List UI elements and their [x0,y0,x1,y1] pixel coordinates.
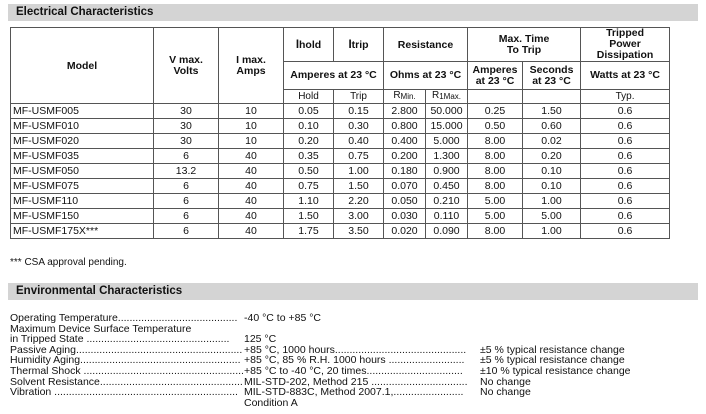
value-cell: 0.02 [523,134,581,149]
value-cell: 0.6 [581,149,670,164]
value-cell: 0.6 [581,194,670,209]
model-cell: MF-USMF075 [11,179,154,194]
table-row [11,179,670,194]
environmental-value: MIL-STD-202, Method 215 ................................. [244,375,468,388]
value-cell: 0.20 [284,134,334,149]
value-cell: 1.10 [284,194,334,209]
value-cell: 10 [219,134,284,149]
electrical-characteristics-table [10,27,670,239]
table-row [11,209,670,224]
value-cell: 0.200 [384,149,426,164]
model-cell: MF-USMF150 [11,209,154,224]
value-cell: 0.50 [468,119,523,134]
environmental-characteristics-heading: Environmental Characteristics [8,283,698,300]
environmental-note: ±5 % typical resistance change [480,343,625,356]
value-cell: 0.50 [284,164,334,179]
model-cell: MF-USMF005 [11,104,154,119]
model-cell: MF-USMF175X*** [11,224,154,239]
header-seconds-at-23: Seconds at 23 °C [523,62,581,90]
value-cell: 8.00 [468,134,523,149]
value-cell: 0.090 [426,224,468,239]
value-cell: 40 [219,194,284,209]
value-cell: 0.400 [384,134,426,149]
header-r1max: R1Max. [426,90,468,104]
environmental-label: Maximum Device Surface Temperature [10,322,192,335]
value-cell: 6 [154,149,219,164]
table-row [11,134,670,149]
value-cell: 0.6 [581,209,670,224]
table-row [11,164,670,179]
value-cell: 0.05 [284,104,334,119]
header-trip: Trip [334,90,384,104]
value-cell: 13.2 [154,164,219,179]
environmental-label: Passive Aging......................................................... [10,343,243,356]
environmental-value: +85 °C to -40 °C, 20 times................................. [244,364,463,377]
environmental-label: Operating Temperature......................................... [10,312,238,324]
value-cell: 50.000 [426,104,468,119]
environmental-row [10,398,700,409]
value-cell: 8.00 [468,164,523,179]
value-cell: 0.35 [284,149,334,164]
value-cell: 6 [154,179,219,194]
header-ohms-at-23: Ohms at 23 °C [384,62,468,90]
value-cell: 0.800 [384,119,426,134]
value-cell: 0.070 [384,179,426,194]
value-cell: 1.00 [523,224,581,239]
value-cell: 2.20 [334,194,384,209]
value-cell: 8.00 [468,179,523,194]
value-cell: 3.50 [334,224,384,239]
header-amperes-at-23: Amperes at 23 °C [284,62,384,90]
value-cell: 1.00 [523,194,581,209]
environmental-row [10,313,700,324]
header-amperes-at-23-time: Amperes at 23 °C [468,62,523,90]
header-blank-seconds [523,90,581,104]
value-cell: 0.75 [334,149,384,164]
model-cell: MF-USMF110 [11,194,154,209]
model-cell: MF-USMF035 [11,149,154,164]
environmental-value: 125 °C [244,333,277,346]
value-cell: 0.450 [426,179,468,194]
value-cell: 2.800 [384,104,426,119]
environmental-row [10,366,700,377]
value-cell: 30 [154,119,219,134]
header-typ: Typ. [581,90,670,104]
environmental-label: Humidity Aging....................................................... [10,354,241,367]
value-cell: 5.00 [523,209,581,224]
value-cell: 40 [219,209,284,224]
value-cell: 0.6 [581,104,670,119]
value-cell: 1.00 [334,164,384,179]
value-cell: 0.110 [426,209,468,224]
value-cell: 0.10 [523,164,581,179]
value-cell: 0.10 [284,119,334,134]
environmental-note: ±5 % typical resistance change [480,354,625,367]
value-cell: 0.180 [384,164,426,179]
header-resistance: Resistance [384,28,468,62]
model-cell: MF-USMF020 [11,134,154,149]
value-cell: 6 [154,209,219,224]
value-cell: 15.000 [426,119,468,134]
environmental-label: in Tripped State ................................................. [10,333,230,346]
value-cell: 40 [219,179,284,194]
table-row [11,194,670,209]
environmental-value: Condition A [244,396,298,409]
value-cell: 0.15 [334,104,384,119]
table-row [11,149,670,164]
value-cell: 8.00 [468,224,523,239]
value-cell: 0.6 [581,134,670,149]
value-cell: 0.050 [384,194,426,209]
value-cell: 5.00 [468,194,523,209]
environmental-note: No change [480,375,531,388]
value-cell: 0.60 [523,119,581,134]
value-cell: 40 [219,224,284,239]
environmental-label: Vibration ............................................................... [10,386,238,399]
header-watts-at-23: Watts at 23 °C [581,62,670,90]
model-cell: MF-USMF010 [11,119,154,134]
environmental-note: ±10 % typical resistance change [480,364,631,377]
value-cell: 0.30 [334,119,384,134]
header-itrip: Itrip [334,28,384,62]
table-row [11,104,670,119]
value-cell: 1.50 [523,104,581,119]
environmental-value: -40 °C to +85 °C [244,312,321,324]
header-ihold: Ihold [284,28,334,62]
value-cell: 10 [219,119,284,134]
value-cell: 0.10 [523,179,581,194]
value-cell: 0.210 [426,194,468,209]
value-cell: 0.40 [334,134,384,149]
value-cell: 0.6 [581,164,670,179]
value-cell: 0.6 [581,179,670,194]
header-tripped-power-dissipation: Tripped Power Dissipation [581,28,670,62]
environmental-label: Solvent Resistance................................................. [10,375,243,388]
header-model: Model [11,28,154,104]
table-row [11,119,670,134]
environmental-note: No change [480,386,531,399]
header-hold: Hold [284,90,334,104]
value-cell: 0.75 [284,179,334,194]
value-cell: 10 [219,104,284,119]
header-max-time-to-trip: Max. Time To Trip [468,28,581,62]
environmental-characteristics-list [10,313,700,408]
value-cell: 6 [154,224,219,239]
header-vmax: V max. Volts [154,28,219,104]
environmental-value: MIL-STD-883C, Method 2007.1,........................ [244,386,464,399]
value-cell: 0.20 [523,149,581,164]
value-cell: 0.6 [581,224,670,239]
value-cell: 8.00 [468,149,523,164]
value-cell: 6 [154,194,219,209]
environmental-value: +85 °C, 1000 hours............................................. [244,343,467,356]
environmental-label: Thermal Shock ....................................................... [10,364,244,377]
value-cell: 40 [219,149,284,164]
csa-footnote: *** CSA approval pending. [10,257,127,268]
value-cell: 0.25 [468,104,523,119]
value-cell: 1.300 [426,149,468,164]
value-cell: 0.900 [426,164,468,179]
environmental-value: +85 °C, 85 % R.H. 1000 hours .......................... [244,354,465,367]
model-cell: MF-USMF050 [11,164,154,179]
value-cell: 30 [154,134,219,149]
value-cell: 1.75 [284,224,334,239]
value-cell: 3.00 [334,209,384,224]
table-row [11,224,670,239]
value-cell: 30 [154,104,219,119]
value-cell: 0.030 [384,209,426,224]
value-cell: 0.020 [384,224,426,239]
value-cell: 5.00 [468,209,523,224]
header-blank-amperes [468,90,523,104]
value-cell: 0.6 [581,119,670,134]
environmental-row [10,387,700,398]
value-cell: 5.000 [426,134,468,149]
electrical-characteristics-heading: Electrical Characteristics [8,4,698,21]
value-cell: 40 [219,164,284,179]
header-rmin: RMin. [384,90,426,104]
value-cell: 1.50 [284,209,334,224]
header-imax: I max. Amps [219,28,284,104]
value-cell: 1.50 [334,179,384,194]
